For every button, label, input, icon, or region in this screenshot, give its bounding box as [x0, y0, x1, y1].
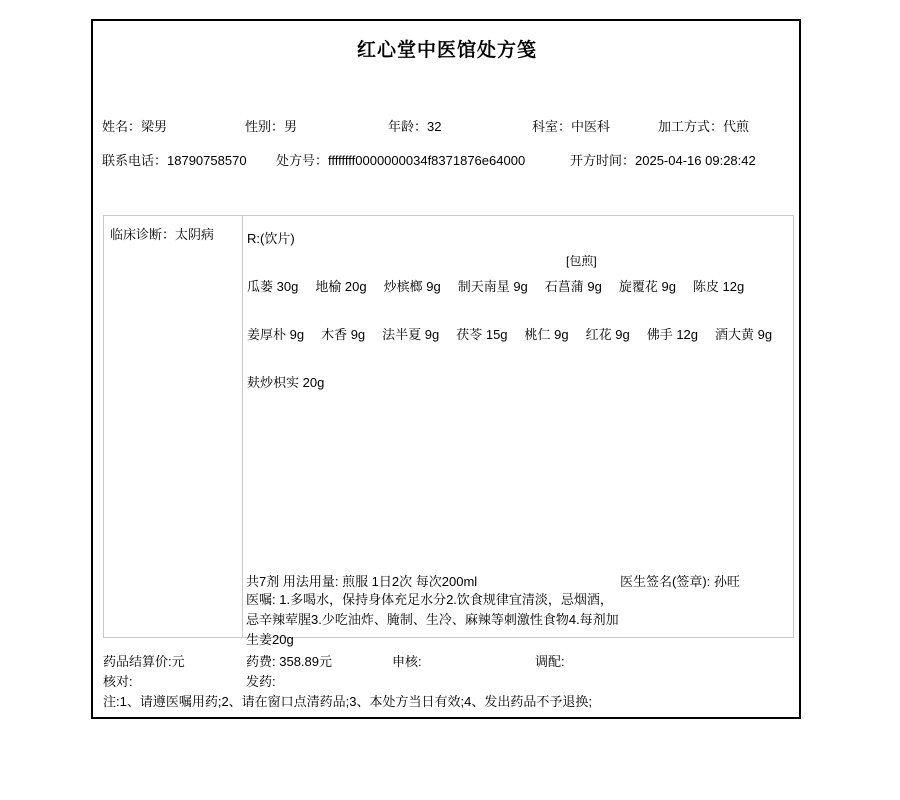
fee-label: 药费: — [246, 654, 280, 669]
fee-field — [246, 651, 332, 670]
herb-item: 佛手 12g — [646, 327, 699, 342]
herb-item: 酒大黄 9g — [715, 327, 773, 342]
prescribe-time-value: 2025-04-16 09:28:42 — [635, 153, 756, 168]
patient-gender-value: 男 — [284, 119, 298, 134]
diagnosis-label: 临床诊断： — [110, 227, 176, 242]
medical-advice — [246, 590, 619, 650]
dispense-label: 发药: — [246, 674, 276, 689]
patient-age-label: 年龄： — [388, 119, 428, 134]
prescribe-time-label: 开方时间： — [570, 153, 636, 168]
settle-price-label: 药品结算价: — [103, 654, 172, 669]
herb-row-3 — [247, 372, 324, 391]
doctor-signature-label: 医生签名(签章): — [620, 574, 714, 589]
herb-item: 麸炒枳实 20g — [247, 375, 325, 390]
processing-method-value: 代煎 — [723, 119, 750, 134]
settle-price-field — [103, 651, 185, 670]
patient-age-value: 32 — [427, 119, 442, 134]
herb-item: 茯苓 15g — [456, 327, 508, 342]
processing-method-label: 加工方式： — [658, 119, 724, 134]
rx-header: R:(饮片) — [247, 231, 295, 246]
decoct-note: [包煎] — [566, 254, 597, 268]
patient-gender-field — [245, 116, 297, 135]
processing-method-field — [658, 116, 749, 135]
doctor-signature-field — [620, 571, 740, 590]
diagnosis-value: 太阴病 — [175, 227, 215, 242]
prescribe-time-field — [570, 150, 756, 169]
herb-item: 红花 9g — [585, 327, 630, 342]
fee-value: 358.89元 — [279, 654, 332, 669]
doctor-signature-value: 孙旺 — [713, 574, 740, 589]
advice-line: 医嘱: 1.多喝水，保持身体充足水分2.饮食规律宜清淡，忌烟酒， — [246, 592, 613, 607]
department-value: 中医科 — [571, 119, 611, 134]
patient-name-label: 姓名： — [102, 119, 142, 134]
herb-row-2 — [247, 324, 772, 343]
rx-number-label: 处方号： — [276, 153, 329, 168]
herb-row-1 — [247, 276, 744, 295]
check-label: 核对: — [103, 674, 133, 689]
settle-price-unit: 元 — [171, 654, 185, 669]
diagnosis-column-divider — [242, 215, 243, 638]
rx-number-value: ffffffff0000000034f8371876e64000 — [328, 153, 526, 168]
herb-item: 桃仁 9g — [524, 327, 569, 342]
patient-age-field — [388, 116, 441, 135]
herb-item: 陈皮 12g — [692, 279, 745, 294]
prepare-label: 调配: — [535, 654, 565, 669]
phone-label: 联系电话： — [102, 153, 168, 168]
herb-item: 法半夏 9g — [382, 327, 440, 342]
review-label: 申核: — [392, 654, 422, 669]
herb-item: 石菖蒲 9g — [544, 279, 602, 294]
phone-field — [102, 150, 247, 169]
diagnosis-field — [110, 224, 214, 243]
herb-item: 瓜蒌 30g — [247, 279, 299, 294]
herb-item: 旋覆花 9g — [618, 279, 676, 294]
footer-note: 注:1、请遵医嘱用药;2、请在窗口点清药品;3、本处方当日有效;4、发出药品不予退换; — [103, 694, 592, 709]
herb-item: 地榆 20g — [315, 279, 367, 294]
patient-gender-label: 性别： — [245, 119, 285, 134]
herb-item: 木香 9g — [321, 327, 366, 342]
advice-line: 忌辛辣荤腥3.少吃油炸、腌制、生冷、麻辣等刺激性食物4.每剂加 — [246, 612, 619, 627]
department-field — [532, 116, 610, 135]
dosage-line: 共7剂 用法用量: 煎服 1日2次 每次200ml — [246, 574, 478, 589]
department-label: 科室： — [532, 119, 572, 134]
phone-value: 18790758570 — [167, 153, 247, 168]
patient-name-value: 梁男 — [141, 119, 168, 134]
herb-item: 姜厚朴 9g — [247, 327, 305, 342]
patient-name-field — [102, 116, 167, 135]
page-title: 红心堂中医馆处方笺 — [356, 40, 537, 61]
rx-number-field — [276, 150, 525, 169]
advice-line: 生姜20g — [246, 632, 294, 647]
herb-item: 炒槟榔 9g — [383, 279, 441, 294]
herb-item: 制天南星 9g — [457, 279, 528, 294]
